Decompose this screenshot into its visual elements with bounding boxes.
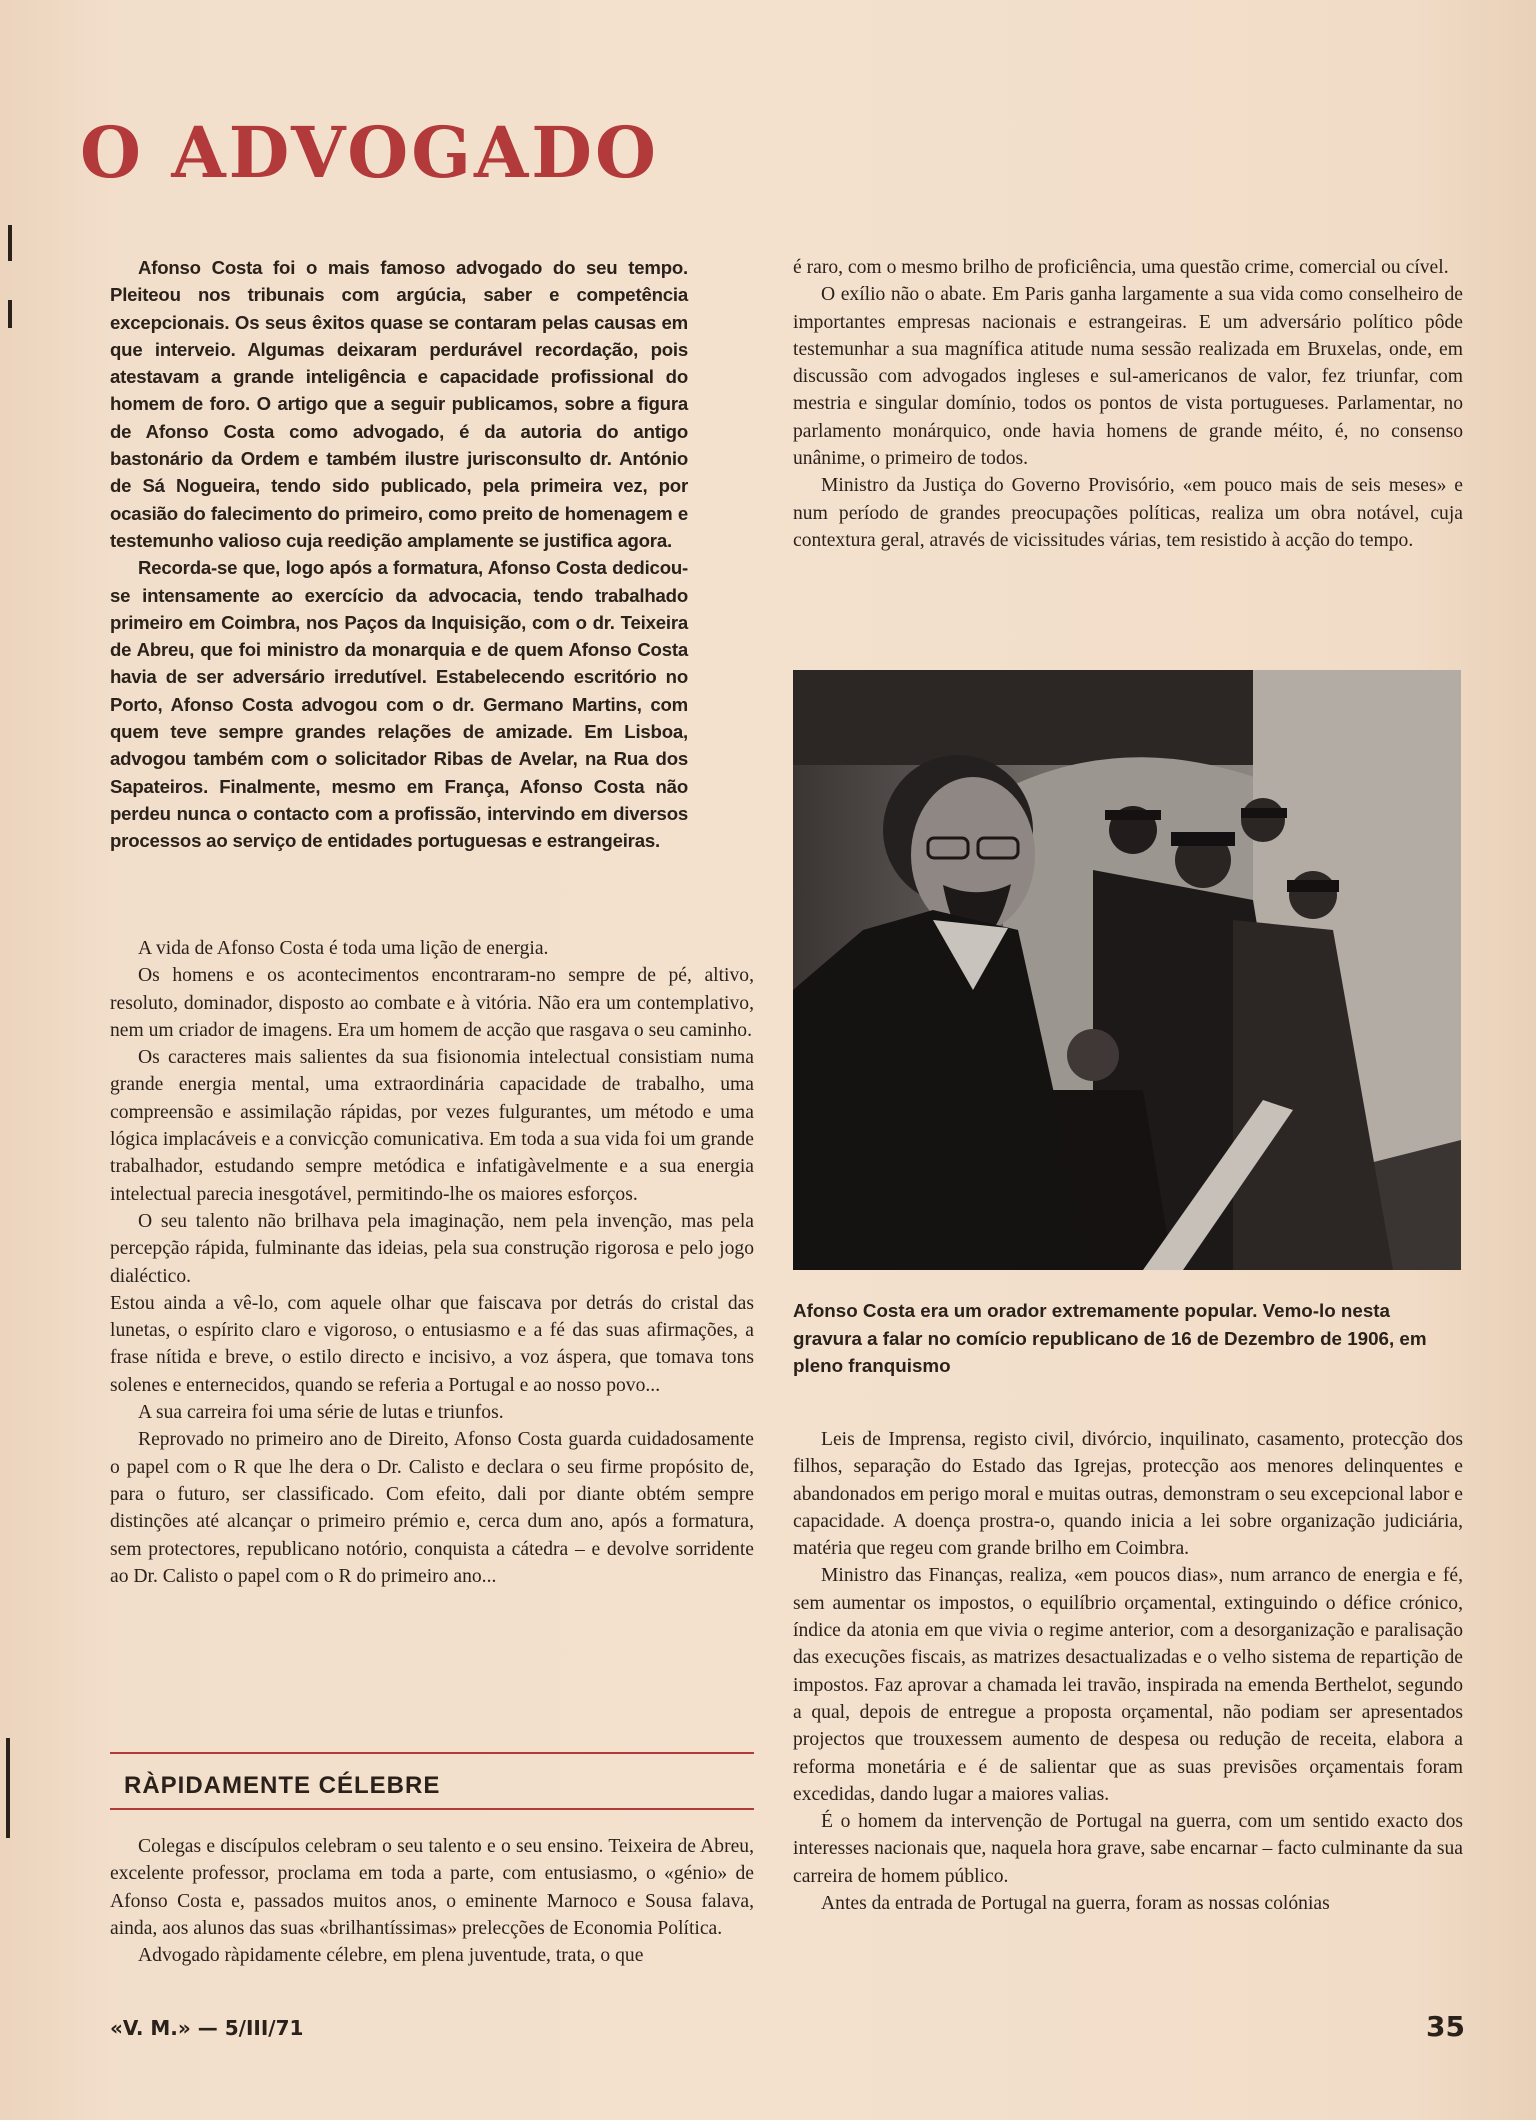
body-paragraph: Estou ainda a vê-lo, com aquele olhar que faiscava por detrás do cristal das lunetas, o espírito claro e vigoroso, o entusiasmo e a fé das suas afirmações, a frase nítida e breve, o estilo directo e incisivo, a voz áspera, que tomava tons solenes e enternecidos, quando se referia a Portugal e ao nosso povo...: [110, 1292, 754, 1396]
body-paragraph: A sua carreira foi uma série de lutas e triunfos.: [138, 1402, 504, 1424]
section-rule-bottom: [110, 1808, 754, 1810]
margin-mark: [6, 1738, 10, 1838]
photo-illustration: [793, 670, 1461, 1270]
intro-paragraph: Afonso Costa foi o mais famoso advogado do seu tempo. Pleiteou nos tribunais com argúcia, saber e competência excepcionais. Os seus êxitos quase se contaram pelas causas em que interveio. Algumas deixaram perdurável recordação, pois atestavam a grande inteligência e capacidade profissional do homem de foro. O artigo que a seguir publicamos, sobre a figura de Afonso Costa como advogado, é da autoria do antigo bastonário da Ordem e também ilustre jurisconsulto dr. António de Sá Nogueira, tendo sido publicado, pela primeira vez, por ocasião do falecimento do primeiro, como preito de homenagem e testemunho valioso cuja reedição amplamente se justifica agora.: [110, 257, 688, 551]
body-paragraph: Ministro das Finanças, realiza, «em poucos dias», num arranco de energia e fé, sem aumentar os impostos, o equilíbrio orçamental, extinguindo o défice crónico, índice da atonia em que vivia o regime anterior, com a desorganização e paralisação das execuções fiscais, as matrizes desactualizadas e o velho sistema de repartição de impostos. Faz aprovar a chamada lei travão, inspirada na emenda Berthelot, segundo a qual, depois de entregue a proposta orçamental, não podiam ser apresentados projectos que trouxessem aumento de despesa ou redução de receita, elabora a reforma monetária e é de salientar que as suas previsões orçamentais foram excedidas, dando lugar a maiores valias.: [793, 1565, 1463, 1805]
body-paragraph: Colegas e discípulos celebram o seu talento e o seu ensino. Teixeira de Abreu, excelente professor, proclama em toda a parte, com entusiasmo, o «génio» de Afonso Costa e, passados muitos anos, o eminente Marnoco e Sousa falava, ainda, aos alunos das suas «brilhantíssimas» prelecções de Economia Política.: [110, 1836, 754, 1939]
body-paragraph: Antes da entrada de Portugal na guerra, foram as nossas colónias: [821, 1893, 1330, 1915]
body-paragraph: Reprovado no primeiro ano de Direito, Afonso Costa guarda cuidadosamente o papel com o R que lhe dera o Dr. Calisto e declara o seu firme propósito de, para o futuro, ser classificado. Com efeito, dali por diante obtém sempre distinções até alcançar o primeiro prémio e, cerca dum ano, após a formatura, sem protectores, republicano notório, conquista a cátedra – e devolve sorridente ao Dr. Calisto o papel com o R do primeiro ano...: [110, 1429, 754, 1587]
body-paragraph: Leis de Imprensa, registo civil, divórcio, inquilinato, casamento, protecção dos filhos, separação do Estado das Igrejas, protecção aos menores delinquentes e abandonados em perigo moral e muitas outras, demonstram o seu excepcional labor e capacidade. A doença prostra-o, quando inicia a lei sobre organização judiciária, matéria que regeu com grande brilho em Coimbra.: [793, 1429, 1463, 1560]
section-rule-top: [110, 1752, 754, 1754]
body-paragraph: É o homem da intervenção de Portugal na guerra, com um sentido exacto dos interesses nacionais que, naquela hora grave, sabe encarnar – facto culminante da sua carreira de homem público.: [793, 1811, 1463, 1887]
body-paragraph: O seu talento não brilhava pela imaginação, nem pela invenção, mas pela percepção rápida, fulminante das ideias, pela sua construção rigorosa e pelo jogo dialéctico.: [110, 1210, 754, 1287]
intro-paragraph: Recorda-se que, logo após a formatura, Afonso Costa dedicou-se intensamente ao exercício da advocacia, tendo trabalhado primeiro em Coimbra, nos Paços da Inquisição, com o dr. Teixeira de Abreu, que foi ministro da monarquia e de quem Afonso Costa havia de ser adversário irredutível. Estabelecendo escritório no Porto, Afonso Costa advogou com o dr. Germano Martins, com quem teve sempre grandes relações de amizade. Em Lisboa, advogou também com o solicitador Ribas de Avelar, na Rua dos Sapateiros. Finalmente, mesmo em França, Afonso Costa não perdeu nunca o contacto com a profissão, intervindo em diversos processos ao serviço de entidades portuguesas e estrangeiras.: [110, 557, 688, 852]
body-paragraph: A vida de Afonso Costa é toda uma lição de energia.: [138, 938, 549, 959]
section-heading: RÀPIDAMENTE CÉLEBRE: [124, 1772, 441, 1799]
article-intro: [110, 254, 688, 855]
body-paragraph: Os caracteres mais salientes da sua fisionomia intelectual consistiam numa grande energia mental, uma extraordinária capacidade de trabalho, uma compreensão e assimilação rápidas, por vezes fulgurantes, um método e uma lógica implacáveis e a convicção comunicativa. Em toda a sua vida foi um grande trabalhador, estudando sempre metódica e infatigàvelmente e a sua energia intelectual parecia inesgotável, permitindo-lhe os maiores esforços.: [110, 1047, 754, 1205]
margin-mark: [8, 300, 12, 328]
section-column-left: [110, 1833, 754, 1969]
body-column-right-bottom: [793, 1426, 1463, 1917]
body-column-left: [110, 935, 754, 1590]
page-number: 35: [1426, 2010, 1465, 2043]
issue-footer: «V. M.» — 5/III/71: [110, 2016, 304, 2040]
body-paragraph: é raro, com o mesmo brilho de proficiência, uma questão crime, comercial ou cível.: [793, 257, 1449, 278]
body-paragraph: O exílio não o abate. Em Paris ganha largamente a sua vida como conselheiro de importantes empresas nacionais e estrangeiras. E um adversário político pôde testemunhar a sua magnífica atitude numa sessão realizada em Bruxelas, onde, em discussão com advogados ingleses e sul-americanos de valor, fez triunfar, com mestria e singular domínio, todos os pontos de vista portugueses. Parlamentar, no parlamento monárquico, onde havia homens de grande méito, é, no consenso unânime, o primeiro de todos.: [793, 284, 1463, 470]
body-column-right-top: [793, 254, 1463, 554]
historical-photo: [793, 670, 1461, 1270]
body-paragraph: Os homens e os acontecimentos encontraram-no sempre de pé, altivo, resoluto, dominador, disposto ao combate e à vitória. Não era um contemplativo, nem um criador de imagens. Era um homem de acção que rasgava o seu caminho.: [110, 965, 754, 1041]
body-paragraph: Advogado ràpidamente célebre, em plena juventude, trata, o que: [138, 1945, 644, 1967]
body-paragraph: Ministro da Justiça do Governo Provisório, «em pouco mais de seis meses» e num período de grandes preocupações políticas, realiza um obra notável, cuja contextura geral, através de vicissitudes várias, tem resistido à acção do tempo.: [793, 475, 1463, 551]
photo-caption: Afonso Costa era um orador extremamente popular. Vemo-lo nesta gravura a falar no comício republicano de 16 de Dezembro de 1906, em pleno franquismo: [793, 1300, 1427, 1376]
article-title: O ADVOGADO: [80, 111, 659, 194]
margin-mark: [8, 225, 12, 261]
